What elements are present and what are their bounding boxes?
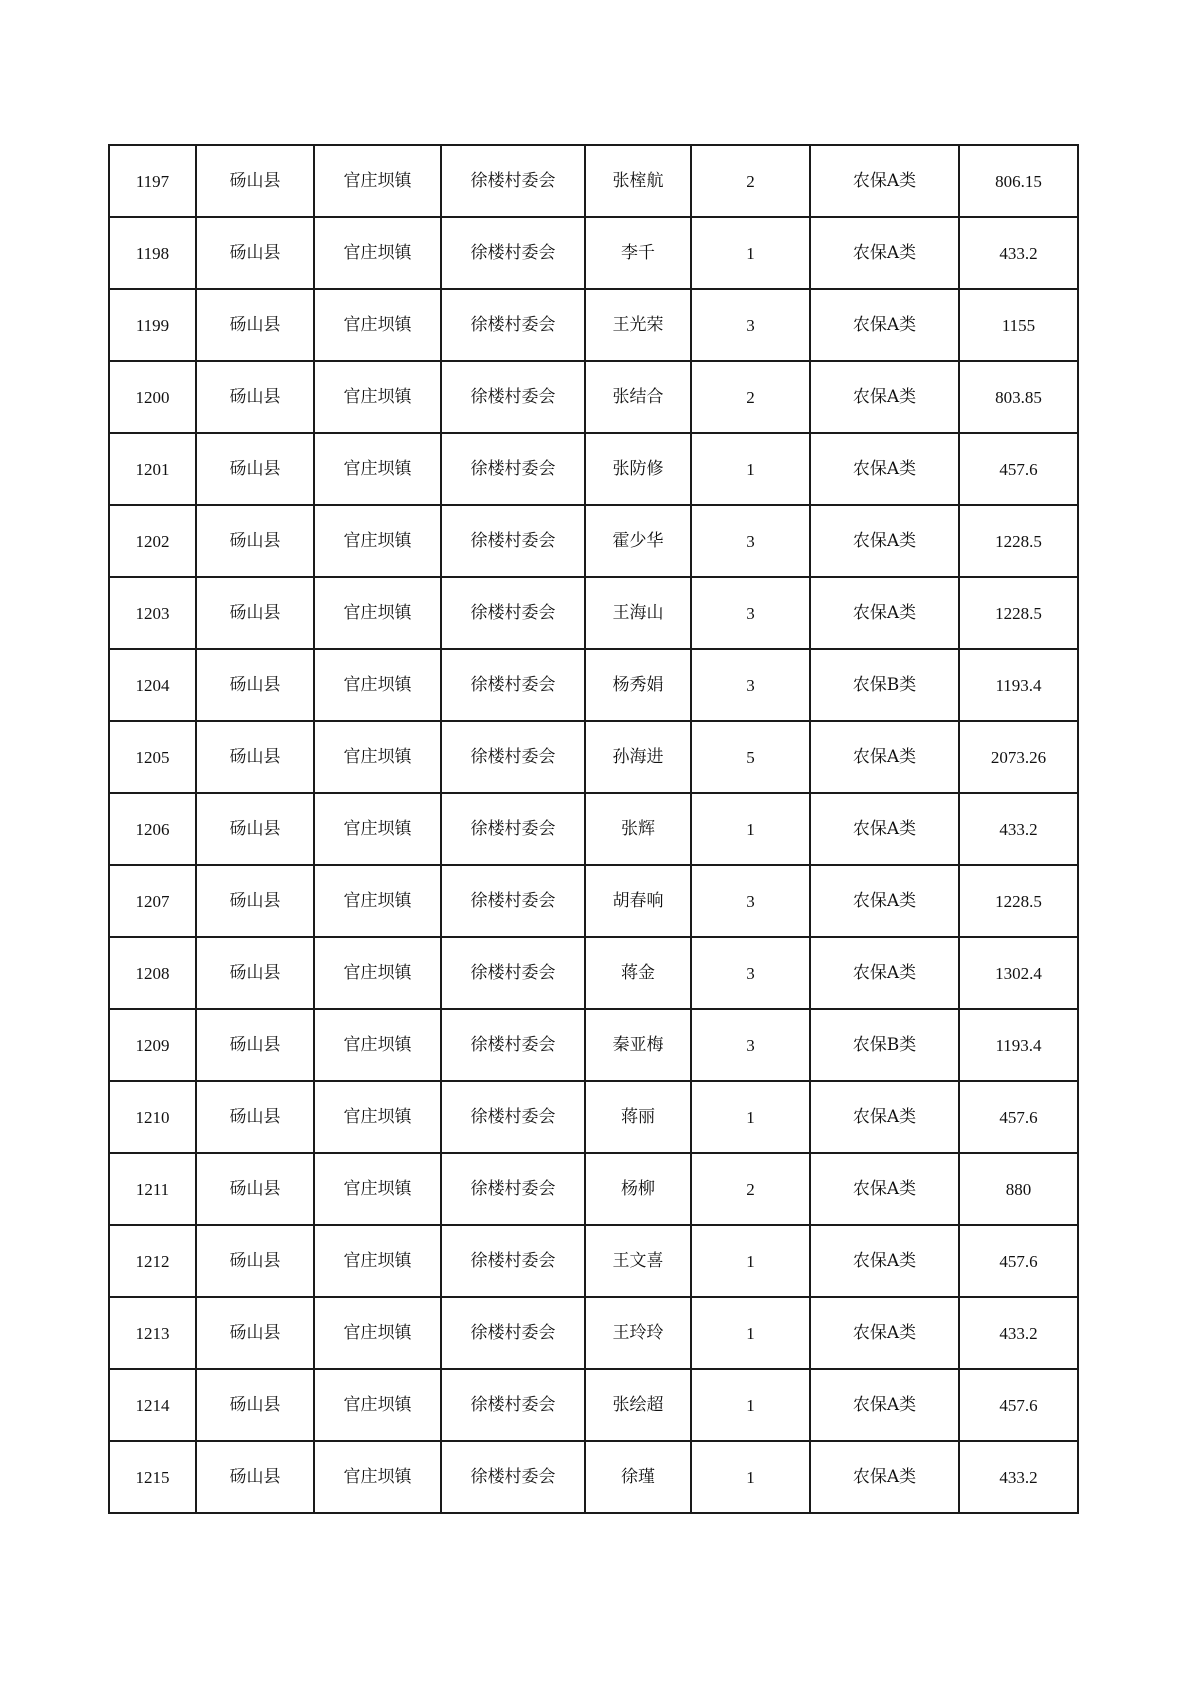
person-name-cell: 张绘超	[585, 1369, 691, 1441]
household-count-cell: 1	[691, 433, 810, 505]
serial-number-cell: 1215	[109, 1441, 196, 1513]
category-cell: 农保A类	[810, 361, 959, 433]
person-name-cell: 王海山	[585, 577, 691, 649]
person-name-cell: 张防修	[585, 433, 691, 505]
table-row	[109, 1081, 1078, 1153]
household-count-cell: 3	[691, 937, 810, 1009]
amount-cell: 457.6	[959, 1081, 1078, 1153]
person-name-cell: 杨柳	[585, 1153, 691, 1225]
village-committee-cell: 徐楼村委会	[441, 649, 585, 721]
amount-cell: 1155	[959, 289, 1078, 361]
county-cell: 砀山县	[196, 433, 314, 505]
village-committee-cell: 徐楼村委会	[441, 145, 585, 217]
serial-number-cell: 1204	[109, 649, 196, 721]
category-cell: 农保A类	[810, 289, 959, 361]
county-cell: 砀山县	[196, 217, 314, 289]
village-committee-cell: 徐楼村委会	[441, 1153, 585, 1225]
table-row	[109, 1225, 1078, 1297]
household-count-cell: 3	[691, 865, 810, 937]
category-cell: 农保A类	[810, 1369, 959, 1441]
category-cell: 农保A类	[810, 865, 959, 937]
table-body	[109, 145, 1078, 1513]
serial-number-cell: 1199	[109, 289, 196, 361]
county-cell: 砀山县	[196, 937, 314, 1009]
table-row	[109, 361, 1078, 433]
person-name-cell: 张结合	[585, 361, 691, 433]
amount-cell: 433.2	[959, 793, 1078, 865]
amount-cell: 880	[959, 1153, 1078, 1225]
category-cell: 农保A类	[810, 1081, 959, 1153]
serial-number-cell: 1205	[109, 721, 196, 793]
town-cell: 官庄坝镇	[314, 865, 441, 937]
town-cell: 官庄坝镇	[314, 721, 441, 793]
table-row	[109, 865, 1078, 937]
household-count-cell: 1	[691, 1369, 810, 1441]
amount-cell: 457.6	[959, 1225, 1078, 1297]
amount-cell: 433.2	[959, 1441, 1078, 1513]
category-cell: 农保B类	[810, 1009, 959, 1081]
county-cell: 砀山县	[196, 721, 314, 793]
village-committee-cell: 徐楼村委会	[441, 433, 585, 505]
person-name-cell: 王文喜	[585, 1225, 691, 1297]
table-row	[109, 1369, 1078, 1441]
village-committee-cell: 徐楼村委会	[441, 865, 585, 937]
serial-number-cell: 1210	[109, 1081, 196, 1153]
village-committee-cell: 徐楼村委会	[441, 361, 585, 433]
person-name-cell: 蒋金	[585, 937, 691, 1009]
household-count-cell: 1	[691, 1441, 810, 1513]
household-count-cell: 2	[691, 145, 810, 217]
amount-cell: 1193.4	[959, 1009, 1078, 1081]
county-cell: 砀山县	[196, 289, 314, 361]
table-row	[109, 649, 1078, 721]
category-cell: 农保A类	[810, 1441, 959, 1513]
table-row	[109, 1153, 1078, 1225]
category-cell: 农保A类	[810, 505, 959, 577]
amount-cell: 1302.4	[959, 937, 1078, 1009]
category-cell: 农保A类	[810, 937, 959, 1009]
household-count-cell: 2	[691, 361, 810, 433]
household-count-cell: 1	[691, 793, 810, 865]
county-cell: 砀山县	[196, 361, 314, 433]
village-committee-cell: 徐楼村委会	[441, 1009, 585, 1081]
person-name-cell: 秦亚梅	[585, 1009, 691, 1081]
amount-cell: 806.15	[959, 145, 1078, 217]
household-count-cell: 3	[691, 577, 810, 649]
county-cell: 砀山县	[196, 1153, 314, 1225]
amount-cell: 803.85	[959, 361, 1078, 433]
amount-cell: 433.2	[959, 217, 1078, 289]
household-count-cell: 1	[691, 1225, 810, 1297]
table-row	[109, 577, 1078, 649]
person-name-cell: 杨秀娟	[585, 649, 691, 721]
category-cell: 农保A类	[810, 1297, 959, 1369]
household-count-cell: 3	[691, 505, 810, 577]
person-name-cell: 霍少华	[585, 505, 691, 577]
town-cell: 官庄坝镇	[314, 433, 441, 505]
serial-number-cell: 1202	[109, 505, 196, 577]
village-committee-cell: 徐楼村委会	[441, 937, 585, 1009]
category-cell: 农保A类	[810, 1225, 959, 1297]
town-cell: 官庄坝镇	[314, 289, 441, 361]
serial-number-cell: 1206	[109, 793, 196, 865]
village-committee-cell: 徐楼村委会	[441, 217, 585, 289]
category-cell: 农保A类	[810, 793, 959, 865]
village-committee-cell: 徐楼村委会	[441, 721, 585, 793]
amount-cell: 433.2	[959, 1297, 1078, 1369]
town-cell: 官庄坝镇	[314, 361, 441, 433]
category-cell: 农保A类	[810, 433, 959, 505]
village-committee-cell: 徐楼村委会	[441, 505, 585, 577]
county-cell: 砀山县	[196, 865, 314, 937]
serial-number-cell: 1211	[109, 1153, 196, 1225]
person-name-cell: 王光荣	[585, 289, 691, 361]
town-cell: 官庄坝镇	[314, 577, 441, 649]
person-name-cell: 徐瑾	[585, 1441, 691, 1513]
person-name-cell: 胡春响	[585, 865, 691, 937]
household-count-cell: 3	[691, 649, 810, 721]
person-name-cell: 蒋丽	[585, 1081, 691, 1153]
county-cell: 砀山县	[196, 577, 314, 649]
beneficiary-table	[108, 144, 1079, 1514]
village-committee-cell: 徐楼村委会	[441, 1441, 585, 1513]
serial-number-cell: 1214	[109, 1369, 196, 1441]
household-count-cell: 1	[691, 1297, 810, 1369]
town-cell: 官庄坝镇	[314, 505, 441, 577]
household-count-cell: 2	[691, 1153, 810, 1225]
amount-cell: 2073.26	[959, 721, 1078, 793]
town-cell: 官庄坝镇	[314, 1009, 441, 1081]
town-cell: 官庄坝镇	[314, 1081, 441, 1153]
county-cell: 砀山县	[196, 1081, 314, 1153]
town-cell: 官庄坝镇	[314, 1441, 441, 1513]
table-row	[109, 217, 1078, 289]
county-cell: 砀山县	[196, 649, 314, 721]
county-cell: 砀山县	[196, 145, 314, 217]
category-cell: 农保A类	[810, 577, 959, 649]
serial-number-cell: 1197	[109, 145, 196, 217]
town-cell: 官庄坝镇	[314, 1153, 441, 1225]
village-committee-cell: 徐楼村委会	[441, 793, 585, 865]
county-cell: 砀山县	[196, 1441, 314, 1513]
serial-number-cell: 1201	[109, 433, 196, 505]
table-row	[109, 433, 1078, 505]
serial-number-cell: 1208	[109, 937, 196, 1009]
town-cell: 官庄坝镇	[314, 1297, 441, 1369]
amount-cell: 457.6	[959, 433, 1078, 505]
category-cell: 农保A类	[810, 1153, 959, 1225]
amount-cell: 457.6	[959, 1369, 1078, 1441]
person-name-cell: 张榁航	[585, 145, 691, 217]
table-row	[109, 937, 1078, 1009]
serial-number-cell: 1207	[109, 865, 196, 937]
table-row	[109, 1441, 1078, 1513]
county-cell: 砀山县	[196, 1297, 314, 1369]
household-count-cell: 3	[691, 1009, 810, 1081]
household-count-cell: 1	[691, 217, 810, 289]
person-name-cell: 张辉	[585, 793, 691, 865]
table-row	[109, 289, 1078, 361]
town-cell: 官庄坝镇	[314, 145, 441, 217]
amount-cell: 1228.5	[959, 577, 1078, 649]
serial-number-cell: 1209	[109, 1009, 196, 1081]
village-committee-cell: 徐楼村委会	[441, 1369, 585, 1441]
town-cell: 官庄坝镇	[314, 217, 441, 289]
household-count-cell: 3	[691, 289, 810, 361]
table-row	[109, 793, 1078, 865]
county-cell: 砀山县	[196, 1369, 314, 1441]
town-cell: 官庄坝镇	[314, 1369, 441, 1441]
serial-number-cell: 1212	[109, 1225, 196, 1297]
serial-number-cell: 1203	[109, 577, 196, 649]
village-committee-cell: 徐楼村委会	[441, 1225, 585, 1297]
category-cell: 农保B类	[810, 649, 959, 721]
category-cell: 农保A类	[810, 217, 959, 289]
household-count-cell: 1	[691, 1081, 810, 1153]
person-name-cell: 王玲玲	[585, 1297, 691, 1369]
village-committee-cell: 徐楼村委会	[441, 577, 585, 649]
town-cell: 官庄坝镇	[314, 793, 441, 865]
county-cell: 砀山县	[196, 505, 314, 577]
village-committee-cell: 徐楼村委会	[441, 1297, 585, 1369]
person-name-cell: 李千	[585, 217, 691, 289]
town-cell: 官庄坝镇	[314, 1225, 441, 1297]
table-row	[109, 145, 1078, 217]
table-row	[109, 1009, 1078, 1081]
county-cell: 砀山县	[196, 793, 314, 865]
category-cell: 农保A类	[810, 145, 959, 217]
serial-number-cell: 1198	[109, 217, 196, 289]
household-count-cell: 5	[691, 721, 810, 793]
town-cell: 官庄坝镇	[314, 937, 441, 1009]
table-row	[109, 505, 1078, 577]
serial-number-cell: 1213	[109, 1297, 196, 1369]
town-cell: 官庄坝镇	[314, 649, 441, 721]
person-name-cell: 孙海进	[585, 721, 691, 793]
amount-cell: 1228.5	[959, 505, 1078, 577]
table-row	[109, 1297, 1078, 1369]
amount-cell: 1228.5	[959, 865, 1078, 937]
village-committee-cell: 徐楼村委会	[441, 1081, 585, 1153]
category-cell: 农保A类	[810, 721, 959, 793]
serial-number-cell: 1200	[109, 361, 196, 433]
county-cell: 砀山县	[196, 1009, 314, 1081]
table-row	[109, 721, 1078, 793]
village-committee-cell: 徐楼村委会	[441, 289, 585, 361]
county-cell: 砀山县	[196, 1225, 314, 1297]
amount-cell: 1193.4	[959, 649, 1078, 721]
